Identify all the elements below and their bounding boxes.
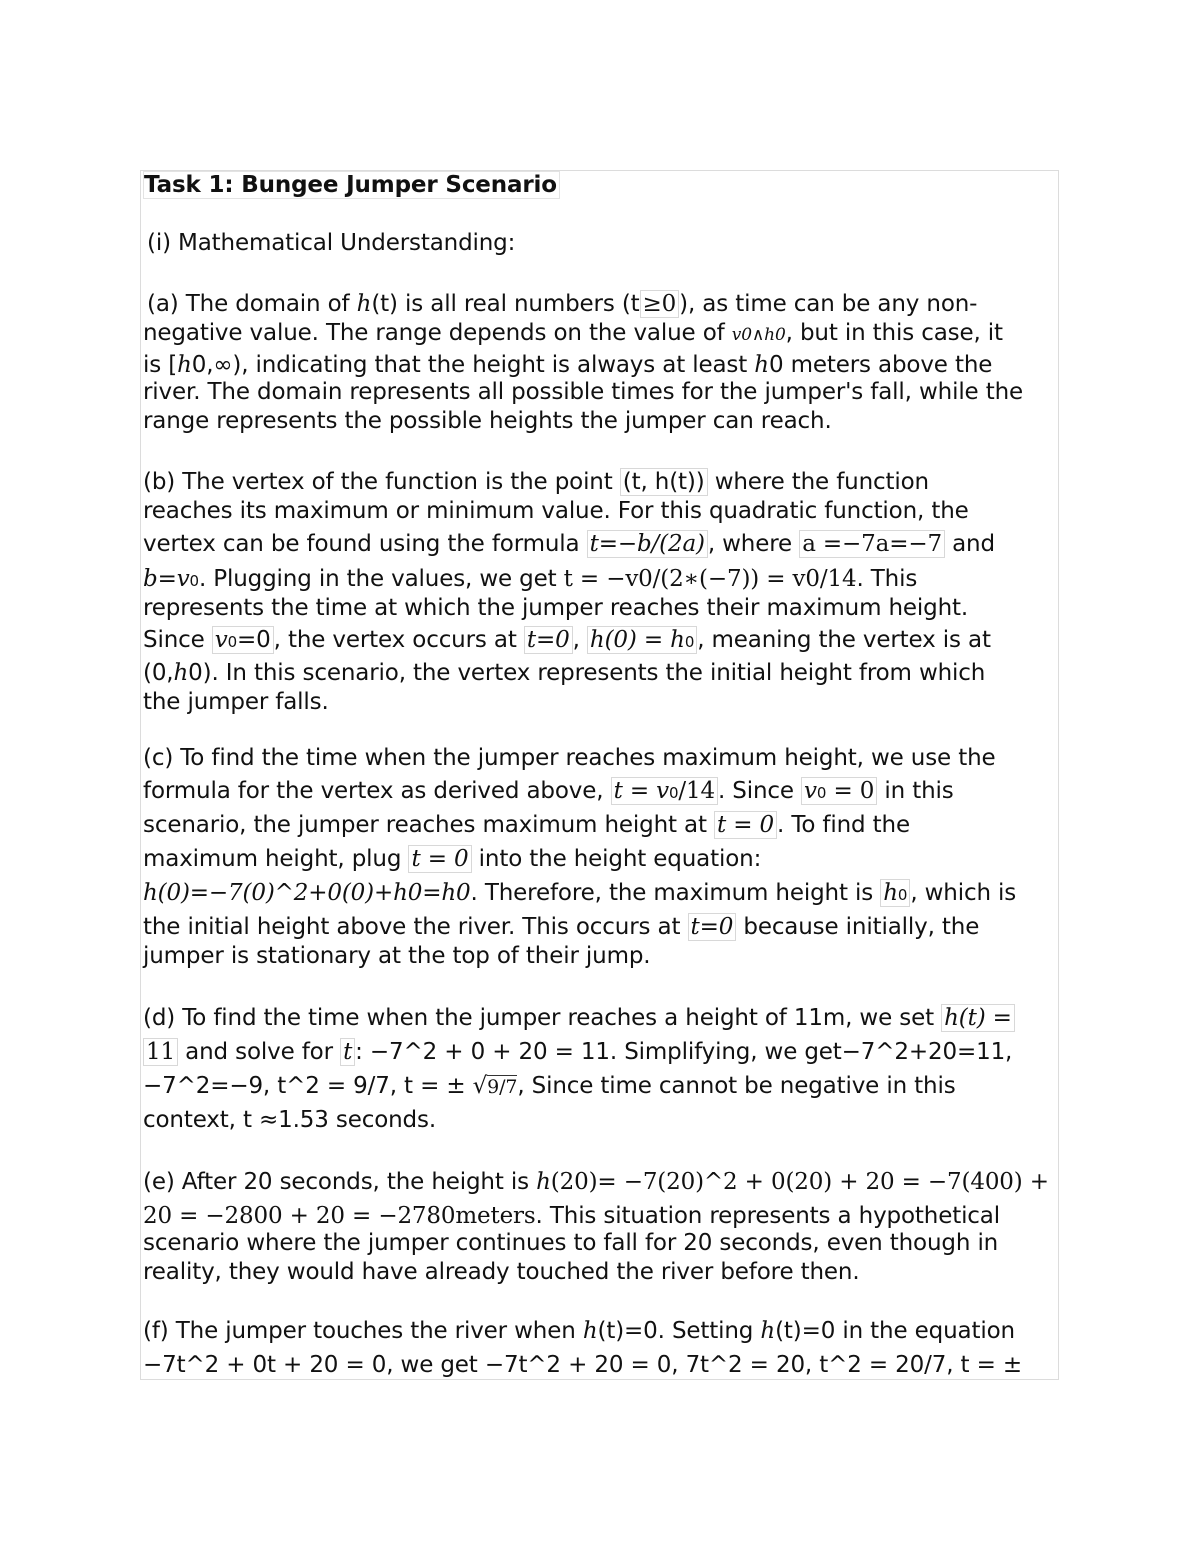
math-box: h(t) =: [941, 1004, 1015, 1032]
math: =0: [237, 627, 271, 653]
paragraph-c-line: [143, 845, 761, 873]
paragraph-c-line: [143, 811, 910, 839]
paragraph-d-line: [143, 1072, 956, 1101]
math: h: [754, 352, 769, 378]
math-box: [880, 879, 910, 907]
text: because initially, the: [736, 914, 980, 940]
paragraph-c-line: (c) To find the time when the jumper reaches maximum height, we use the: [143, 745, 996, 771]
paragraph-a-line: [143, 351, 992, 379]
paragraph-f-line: [143, 1317, 1015, 1345]
math-box: [587, 626, 697, 654]
paragraph-c-line: [143, 777, 954, 807]
math: v: [214, 627, 228, 653]
text: (t) is all real numbers (t: [371, 291, 640, 317]
math: /14: [678, 778, 715, 804]
paragraph-d-line: [143, 1038, 1012, 1066]
text: ), as time can be any non-: [679, 291, 978, 317]
text: , which is: [910, 880, 1017, 906]
text: 0). In this scenario, the vertex represents the initial height from which: [188, 660, 986, 686]
math: v0∧h0: [731, 325, 786, 345]
section-heading: (i) Mathematical Understanding:: [147, 230, 516, 256]
math-box: t=0: [524, 626, 573, 654]
text: ,: [572, 627, 587, 653]
paragraph-c-line: [143, 879, 1016, 909]
text: into the height equation:: [471, 846, 762, 872]
math: t = −v0/(2∗(−7)) = v0/14: [563, 566, 857, 592]
paragraph-b-line: the jumper falls.: [143, 689, 329, 715]
paragraph-b-line: [143, 530, 995, 558]
math-box: [611, 777, 718, 805]
text: . This: [856, 566, 918, 592]
math: h(0) = h: [589, 627, 685, 653]
text: . This situation represents a hypothetical: [535, 1203, 1000, 1229]
math-box: a =−7a=−7: [799, 530, 945, 558]
text: (a) The domain of: [147, 291, 357, 317]
math: = 0: [826, 778, 875, 804]
subscript: 0: [189, 572, 199, 590]
subscript: 0: [227, 633, 238, 651]
text: (t)=0 in the equation: [775, 1318, 1015, 1344]
math-box: [212, 626, 274, 654]
math: h: [760, 1318, 776, 1344]
text: : −7^2 + 0 + 20 = 11. Simplifying, we get−7^2+20=11,: [355, 1039, 1013, 1065]
paragraph-e-line: scenario where the jumper continues to fall for 20 seconds, even though in: [143, 1230, 999, 1256]
math: 20 = −2800 + 20 = −2780meters: [143, 1203, 536, 1229]
math: b=v: [143, 566, 190, 592]
text: maximum height, plug: [143, 846, 409, 872]
text: negative value. The range depends on the value of: [143, 320, 732, 346]
paragraph-b-line: [143, 468, 929, 496]
paragraph-e-line: [143, 1168, 1049, 1196]
text: , the vertex occurs at: [273, 627, 524, 653]
math-box: t: [340, 1038, 355, 1066]
text: (t)=0. Setting: [597, 1318, 761, 1344]
math: h: [536, 1169, 551, 1195]
text: (b) The vertex of the function is the point: [143, 469, 620, 495]
page-title: Task 1: Bungee Jumper Scenario: [143, 171, 560, 199]
math: h(0)=−7(0)^2+0(0)+h0=h0: [143, 880, 471, 906]
text: . Therefore, the maximum height is: [470, 880, 881, 906]
math: t = v: [613, 778, 669, 804]
text: , Since time cannot be negative in this: [517, 1073, 956, 1099]
text: . Plugging in the values, we get: [198, 566, 564, 592]
math-box: t = 0: [408, 845, 471, 873]
subscript: 0: [816, 784, 827, 802]
text: is [: [143, 352, 178, 378]
text: 0,∞), indicating that the height is always at least: [191, 352, 755, 378]
subscript: 0: [684, 633, 695, 651]
paragraph-b-line: [143, 659, 985, 687]
paragraph-d-line: [143, 1004, 1015, 1032]
heading-line: [143, 171, 560, 199]
paragraph-a-line: [143, 319, 1003, 349]
text: (0,: [143, 660, 174, 686]
text: , meaning the vertex is at: [697, 627, 991, 653]
text: Since: [143, 627, 212, 653]
text: (d) To find the time when the jumper reaches a height of 11m, we set: [143, 1005, 942, 1031]
math-box: t=−b/(2a): [587, 530, 708, 558]
text: . To find the: [777, 812, 910, 838]
paragraph-a-line: range represents the possible heights the jumper can reach.: [143, 408, 832, 434]
text: where the function: [707, 469, 929, 495]
text: . Since: [717, 778, 802, 804]
math-box: (t, h(t)): [620, 468, 708, 496]
paragraph-c-line: jumper is stationary at the top of their jump.: [143, 943, 651, 969]
paragraph-b-line: [143, 565, 917, 595]
text: , but in this case, it: [785, 320, 1003, 346]
math: v: [804, 778, 817, 804]
math: h: [883, 880, 898, 906]
text: scenario, the jumper reaches maximum height at: [143, 812, 714, 838]
math: h: [582, 1318, 598, 1344]
paragraph-b-line: reaches its maximum or minimum value. For this quadratic function, the: [143, 498, 969, 524]
paragraph-b-line: represents the time at which the jumper reaches their maximum height.: [143, 595, 969, 621]
text: (e) After 20 seconds, the height is: [143, 1169, 537, 1195]
math-box: t=0: [688, 913, 737, 941]
text: formula for the vertex as derived above,: [143, 778, 611, 804]
paragraph-e-line: [143, 1202, 1000, 1230]
text: the initial height above the river. This occurs at: [143, 914, 688, 940]
paragraph-d-line: context, t ≈1.53 seconds.: [143, 1107, 437, 1133]
math-box: t = 0: [714, 811, 777, 839]
math: h: [177, 352, 192, 378]
text: vertex can be found using the formula: [143, 531, 587, 557]
text: −7^2=−9, t^2 = 9/7, t = ± √: [143, 1073, 488, 1099]
paragraph-a-line: [147, 290, 977, 318]
text: 0 meters above the: [768, 352, 993, 378]
math: (20)= −7(20)^2 + 0(20) + 20 = −7(400) +: [550, 1169, 1049, 1195]
math-radicand: 9/7: [487, 1076, 518, 1098]
math-box: ≥0: [640, 290, 680, 318]
text: , where: [707, 531, 800, 557]
text: (f) The jumper touches the river when: [143, 1318, 583, 1344]
math: h: [173, 660, 189, 686]
paragraph-a-line: river. The domain represents all possible times for the jumper's fall, while the: [143, 379, 1024, 405]
text: and solve for: [177, 1039, 341, 1065]
paragraph-f-line: −7t^2 + 0t + 20 = 0, we get −7t^2 + 20 = 0, 7t^2 = 20, t^2 = 20/7, t = ±: [143, 1352, 1022, 1378]
math-box: [801, 777, 877, 805]
text: in this: [877, 778, 954, 804]
subscript: 0: [668, 784, 679, 802]
paragraph-c-line: [143, 913, 979, 941]
math-box: 11: [143, 1038, 178, 1066]
math: h: [356, 291, 372, 317]
subscript: 0: [897, 886, 908, 904]
text: and: [944, 531, 995, 557]
paragraph-b-line: [143, 626, 991, 656]
paragraph-e-line: reality, they would have already touched the river before then.: [143, 1259, 860, 1285]
